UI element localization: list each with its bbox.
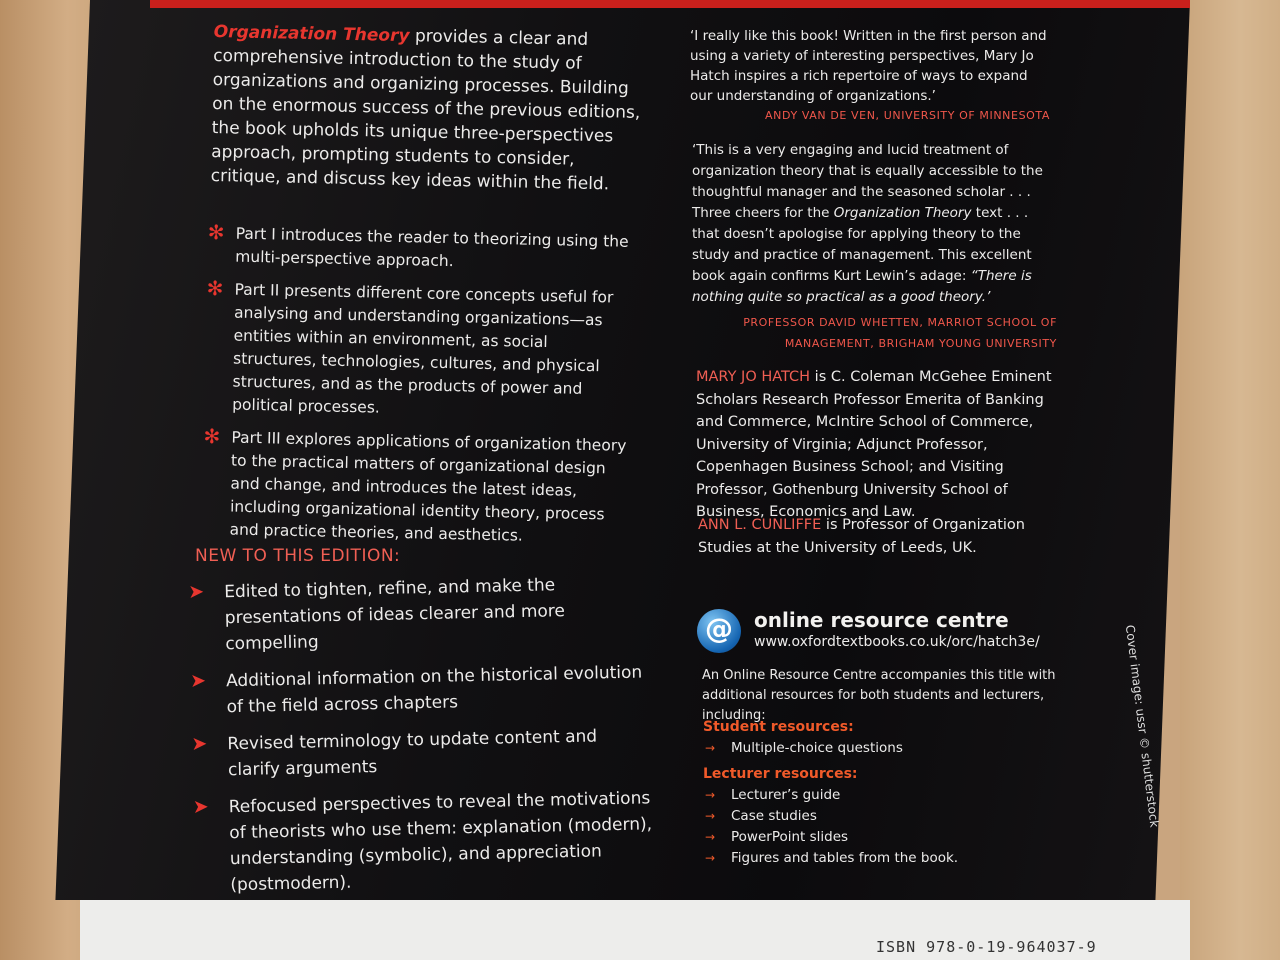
author-bio-hatch: MARY JO HATCH is C. Coleman McGehee Eminent Scholars Research Professor Emerita of Banking and Commerce, McIntire School of Commerce, University of Virginia; Adjunct Professor, Copenhagen Business School; and Visiting Professor, Gothenburg University School of Business, Economics and Law.: [696, 369, 1052, 520]
resource-item: → Lecturer’s guide: [703, 785, 1083, 806]
arrow-icon: ➤: [189, 669, 207, 692]
arrow-icon: →: [705, 851, 716, 865]
part-item: ✻ Part II presents different core concepts useful for analysing and understanding organizations—as entities within an environment, as social structures, technologies, cultures, and physical structures, and as the products of power and political processes.: [206, 275, 614, 417]
arrow-icon: →: [705, 830, 716, 844]
asterisk-icon: ✻: [206, 275, 224, 301]
lecturer-resources-heading: Lecturer resources:: [703, 766, 858, 782]
isbn-number: ISBN 978-0-19-964037-9: [876, 938, 1097, 956]
new-edition-heading: NEW TO THIS EDITION:: [195, 546, 401, 566]
orc-title: online resource centre: [754, 608, 1009, 632]
arrow-icon: ➤: [191, 732, 208, 755]
quote-text: ‘This is a very engaging and lucid treatment of organization theory that is equally accessible to the thoughtful manager and the seasoned scholar . . . Three cheers for the Organization Theory text . . . that doesn’t apologise for applying theory to the study and practice of management. This excellent book again confirms Kurt Lewin’s adage: “There is nothing quite so practical as a good theory.’: [692, 142, 1043, 305]
student-resources: [703, 717, 1083, 759]
arrow-icon: ➤: [188, 580, 205, 603]
review-quote-1: [690, 26, 1050, 126]
new-edition-list: [188, 570, 655, 910]
resource-item: → PowerPoint slides: [703, 827, 1083, 848]
author-name: ANN L. CUNLIFFE: [698, 517, 822, 533]
at-icon: @: [705, 612, 733, 645]
review-quote-2: [692, 140, 1057, 354]
arrow-icon: →: [705, 809, 716, 823]
orc-url: www.oxfordtextbooks.co.uk/orc/hatch3e/: [754, 634, 1040, 650]
asterisk-icon: ✻: [203, 423, 221, 449]
part-item: ✻ Part III explores applications of organization theory to the practical matters of organizational design and change, and introduces the latest ideas, including organizational identity theory, process and practice theories, and aesthetics.: [203, 423, 627, 545]
book-title: Organization Theory: [213, 21, 410, 47]
new-edition-item: ➤ Revised terminology to update content and clarify arguments: [191, 726, 598, 781]
author-bio-cunliffe: ANN L. CUNLIFFE is Professor of Organization Studies at the University of Leeds, UK.: [698, 517, 1025, 556]
resource-item: → Case studies: [703, 806, 1083, 827]
quote-attribution: MANAGEMENT, BRIGHAM YOUNG UNIVERSITY: [784, 337, 1057, 350]
intro-paragraph: [210, 20, 643, 197]
lecturer-resources: [703, 764, 1083, 869]
quote-text: ‘I really like this book! Written in the first person and using a variety of interesting perspectives, Mary Jo Hatch inspires a rich repertoire of ways to expand our understanding of organizations.’: [690, 28, 1047, 104]
resource-item: → Figures and tables from the book.: [703, 848, 1083, 869]
arrow-icon: →: [705, 741, 716, 755]
part-item: ✻ Part I introduces the reader to theorizing using the multi-perspective approach.: [207, 220, 629, 271]
quote-attribution: PROFESSOR DAVID WHETTEN, MARRIOT SCHOOL OF: [743, 316, 1057, 329]
intro-text: provides a clear and comprehensive introduction to the study of organizations and organizing processes. Building on the enormous success of the previous editions, the book upholds its unique three-perspectives approach, prompting students to consider, critique, and discuss key ideas within the field.: [210, 26, 641, 195]
new-edition-item: ➤ Additional information on the historical evolution of the field across chapters: [189, 662, 643, 718]
arrow-icon: →: [705, 788, 716, 802]
new-edition-item: ➤ Edited to tighten, refine, and make the presentations of ideas clearer and more compelling: [188, 575, 566, 655]
new-edition-item: ➤ Refocused perspectives to reveal the motivations of theorists who use them: explanation (modern), understanding (symbolic), and appreciation (postmodern).: [192, 788, 653, 896]
asterisk-icon: ✻: [207, 220, 225, 245]
orc-description: An Online Resource Centre accompanies this title with additional resources for both students and lecturers, including:: [702, 668, 1056, 723]
resource-item: → Multiple-choice questions: [703, 738, 1083, 759]
quote-attribution: ANDY VAN DE VEN, UNIVERSITY OF MINNESOTA: [765, 109, 1050, 122]
arrow-icon: ➤: [192, 795, 209, 818]
student-resources-heading: Student resources:: [703, 719, 854, 735]
cover-image-credit: Cover image: ussr © shutterstock: [1122, 624, 1162, 829]
parts-list: [201, 222, 638, 560]
author-name: MARY JO HATCH: [696, 369, 811, 385]
